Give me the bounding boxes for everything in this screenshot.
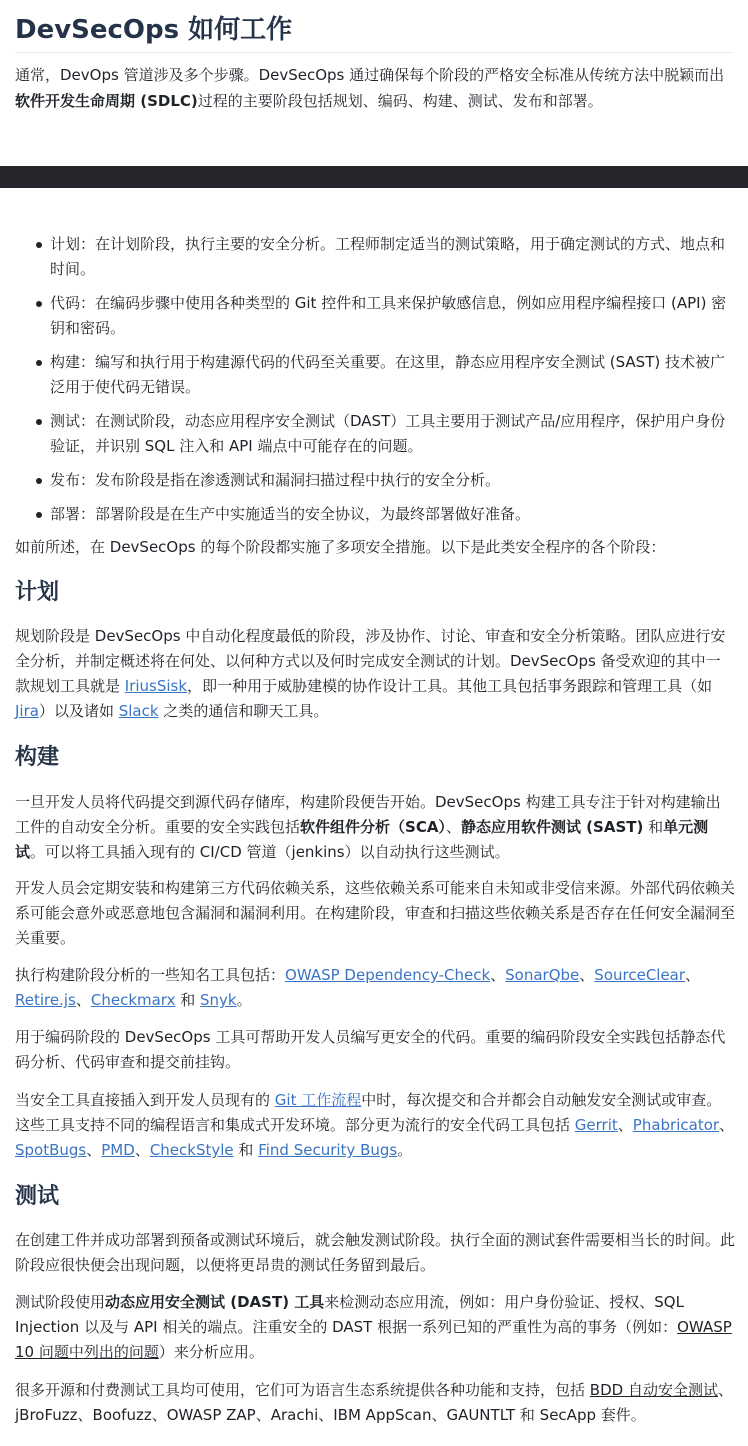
page-title: DevSecOps 如何工作 [15,10,732,53]
link-owasp-dependency-check[interactable]: OWASP Dependency-Check [285,966,491,984]
link-snyk[interactable]: Snyk [200,991,237,1009]
link-checkmarx[interactable]: Checkmarx [90,991,176,1009]
intro-paragraph [15,62,735,114]
list-item-deploy: 部署：部署阶段是在生产中实施适当的安全协议，为最终部署做好准备。 [50,502,735,527]
test-text-2a: 测试阶段使用 [15,1293,106,1311]
plan-paragraph [15,624,735,724]
list-item-build: 构建：编写和执行用于构建源代码的代码至关重要。在这里，静态应用程序安全测试 (SAST) 技术被广泛用于使代码无错误。 [50,350,735,400]
owasp10-underlined: OWASP 10 问题中列出的问题 [15,1318,732,1361]
separator: 、 [719,1116,735,1134]
link-checkstyle[interactable]: CheckStyle [149,1141,234,1159]
heading-plan: 计划 [15,580,60,605]
sast-bold: 静态应用软件测试 (SAST) [460,818,644,836]
build-text-5b: 中时，每次提交和合并都会自动触发安全测试或审查。这些工具支持不同的编程语言和集成式开发环境。部分更为流行的安全代码工具包括 [15,1091,722,1134]
test-text-3b: 、jBroFuzz、Boofuzz、OWASP ZAP、Arachi、IBM AppScan、GAUNTLT 和 SecApp 套件。 [15,1381,733,1424]
test-paragraph-3 [15,1378,735,1428]
list-item-release: 发布：发布阶段是指在渗透测试和漏洞扫描过程中执行的安全分析。 [50,468,735,493]
link-git-workflow[interactable]: Git 工作流程 [274,1091,362,1109]
link-phabricator[interactable]: Phabricator [632,1116,720,1134]
build-tools-intro: 执行构建阶段分析的一些知名工具包括： [15,966,286,984]
separator: 、 [490,966,506,984]
build-paragraph-4: 用于编码阶段的 DevSecOps 工具可帮助开发人员编写更安全的代码。重要的编码阶段安全实践包括静态代码分析、代码审查和提交前挂钩。 [15,1028,726,1071]
intro-sdlc-bold: 软件开发生命周期 (SDLC) [15,92,198,110]
link-gerrit[interactable]: Gerrit [574,1116,618,1134]
intro-text-2: 过程的主要阶段包括规划、编码、构建、测试、发布和部署。 [197,92,603,110]
period: 。 [397,1141,413,1159]
separator: 、 [86,1141,102,1159]
separator: 、 [75,991,91,1009]
and-text: 和 [175,991,200,1009]
link-find-security-bugs[interactable]: Find Security Bugs [258,1141,398,1159]
period: 。 [236,991,252,1009]
plan-text-1: 规划阶段是 DevSecOps 中自动化程度最低的阶段，涉及协作、讨论、审查和安全分析策略。团队应进行安全分析，并制定概述将在何处、以何种方式以及何时完成安全测试的计划。DevSecOps 备受欢迎的其中一款规划工具就是 [15,627,726,695]
stages-list [15,232,735,536]
link-retire-js[interactable]: Retire.js [15,991,76,1009]
intro-text-1: 通常，DevOps 管道涉及多个步骤。DevSecOps 通过确保每个阶段的严格安全标准从传统方法中脱颖而出 [15,66,725,84]
build-paragraph-2: 开发人员会定期安装和构建第三方代码依赖关系，这些依赖关系可能来自未知或非受信来源。外部代码依赖关系可能会意外或恶意地包含漏洞和漏洞利用。在构建阶段，审查和扫描这些依赖关系是否存在任何安全漏洞至关重要。 [15,879,736,947]
build-text-1: 一旦开发人员将代码提交到源代码存储库，构建阶段便告开始。DevSecOps 构建工具专注于针对构建输出工件的自动安全分析。重要的安全实践包括 [15,793,721,836]
plan-text-4: 之类的通信和聊天工具。 [158,702,329,720]
separator: 、 [685,966,701,984]
build-text-2: 、 [445,818,461,836]
unit-test-bold: 单元测试 [15,818,709,861]
bdd-underlined: BDD 自动安全测试 [589,1381,718,1399]
plan-text-2: ，即一种用于威胁建模的协作设计工具。其他工具包括事务跟踪和管理工具（如 [187,677,713,695]
link-sonarqbe[interactable]: SonarQbe [505,966,580,984]
test-paragraph-1: 在创建工件并成功部署到预备或测试环境后，就会触发测试阶段。执行全面的测试套件需要相当长的时间。此阶段应很快便会出现问题，以便将更昂贵的测试任务留到最后。 [15,1231,736,1274]
sca-bold: 软件组件分析（SCA） [300,818,446,836]
list-item-code: 代码：在编码步骤中使用各种类型的 Git 控件和工具来保护敏感信息，例如应用程序编程接口 (API) 密钥和密码。 [50,291,735,341]
build-text-4: 。可以将工具插入现有的 CI/CD 管道（jenkins）以自动执行这些测试。 [30,843,510,861]
build-text-3: 和 [643,818,664,836]
heading-build: 构建 [15,745,60,770]
link-iriussisk[interactable]: IriusSisk [124,677,188,695]
build-text-5a: 当安全工具直接插入到开发人员现有的 [15,1091,275,1109]
test-text-3a: 很多开源和付费测试工具均可使用，它们可为语言生态系统提供各种功能和支持，包括 [15,1381,590,1399]
separator: 、 [134,1141,150,1159]
test-paragraph-2 [15,1290,735,1365]
plan-text-3: ）以及诸如 [38,702,119,720]
link-sourceclear[interactable]: SourceClear [594,966,686,984]
test-text-2c: ）来分析应用。 [158,1343,264,1361]
list-item-plan: 计划：在计划阶段，执行主要的安全分析。工程师制定适当的测试策略，用于确定测试的方式、地点和时间。 [50,232,735,282]
link-pmd[interactable]: PMD [101,1141,135,1159]
separator: 、 [617,1116,633,1134]
build-paragraph-1 [15,790,735,865]
test-text-2b: 来检测动态应用流，例如：用户身份验证、授权、SQL Injection 以及与 API 相关的端点。注重安全的 DAST 根据一系列已知的严重性为高的事务（例如： [15,1293,684,1336]
link-jira[interactable]: Jira [15,702,39,720]
build-tools-paragraph [15,963,735,1013]
and-text: 和 [233,1141,259,1159]
dark-banner [0,166,748,188]
separator: 、 [579,966,595,984]
link-spotbugs[interactable]: SpotBugs [15,1141,87,1159]
link-slack[interactable]: Slack [118,702,159,720]
build-paragraph-5 [15,1088,735,1163]
dast-bold: 动态应用安全测试 (DAST) 工具 [105,1293,325,1311]
list-item-test: 测试：在测试阶段，动态应用程序安全测试（DAST）工具主要用于测试产品/应用程序，保护用户身份验证，并识别 SQL 注入和 API 端点中可能存在的问题。 [50,409,735,459]
heading-test: 测试 [15,1184,60,1209]
summary-paragraph: 如前所述，在 DevSecOps 的每个阶段都实施了多项安全措施。以下是此类安全程序的各个阶段： [15,538,666,556]
